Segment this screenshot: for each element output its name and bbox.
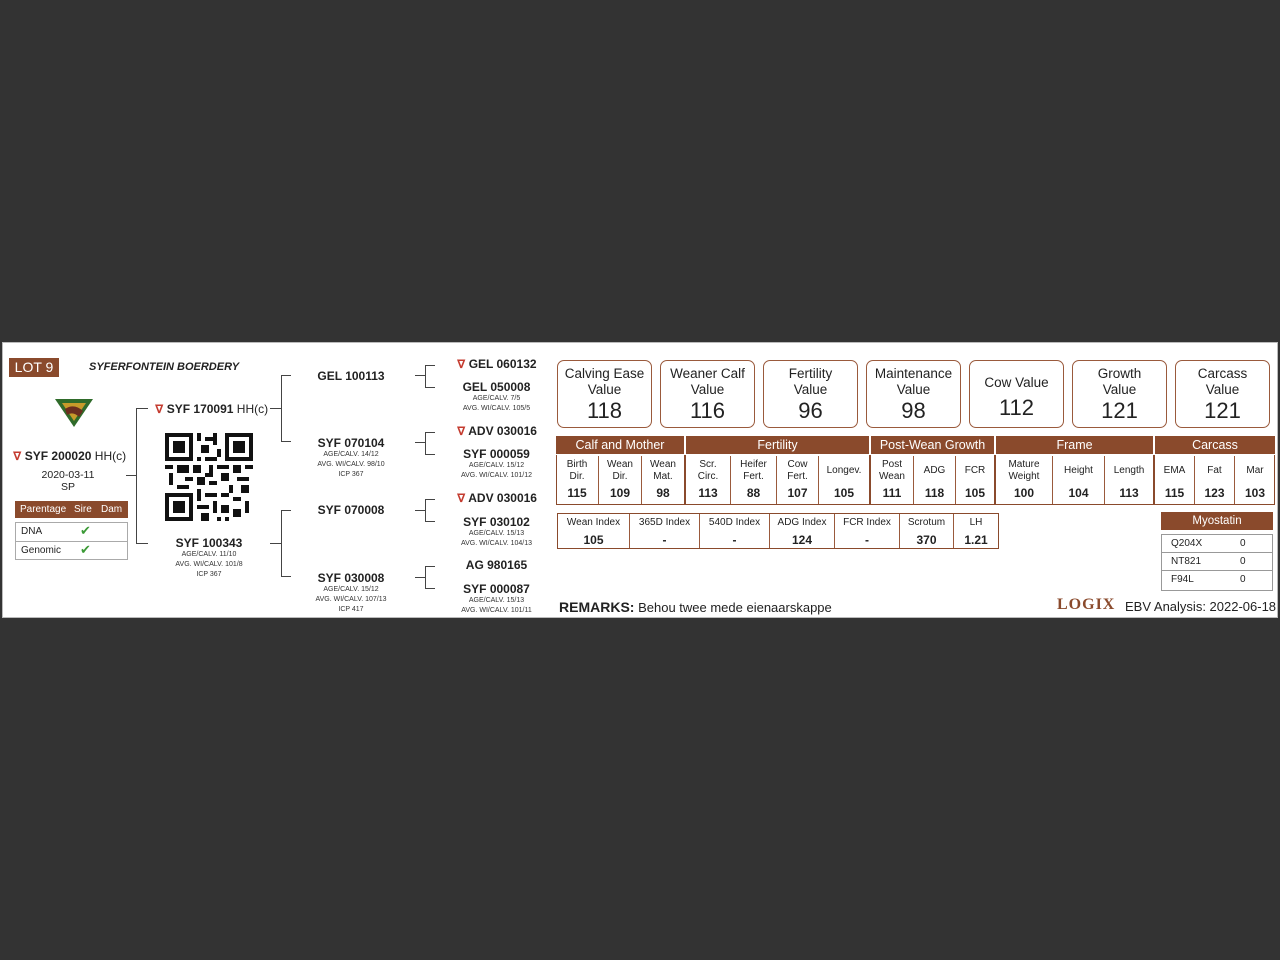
value-box-calving-ease bbox=[557, 360, 652, 428]
ssd-line1: AGE/CALV. 7/5 bbox=[472, 395, 521, 402]
ssd-line2: AVG. WI/CALV. 105/5 bbox=[462, 405, 531, 412]
sdd-id: SYF 000059 bbox=[463, 447, 530, 461]
value-box-number: 112 bbox=[998, 395, 1035, 420]
sss bbox=[457, 357, 537, 371]
ebv-col-length: Length 113 bbox=[1104, 456, 1153, 504]
ebv-group-carcass: Carcass bbox=[1155, 436, 1275, 454]
ebv-value: 111 bbox=[882, 486, 902, 500]
parentage-col-dam: Dam bbox=[101, 504, 123, 515]
parentage-table bbox=[15, 522, 128, 560]
sd-line2: AVG. WI/CALV. 98/10 bbox=[317, 461, 385, 468]
value-box-weaner-calf bbox=[660, 360, 755, 428]
sds-id: ADV 030016 bbox=[468, 424, 537, 438]
ebv-group-calf-mother: Calf and Mother bbox=[556, 436, 684, 454]
index-col: Scrotum 370 bbox=[899, 514, 953, 548]
lot-card bbox=[2, 342, 1278, 618]
value-box-growth bbox=[1072, 360, 1167, 428]
index-col: Wean Index 105 bbox=[558, 514, 629, 548]
value-box-label: Weaner Calf bbox=[670, 366, 745, 381]
ebv-group-frame: Frame bbox=[996, 436, 1153, 454]
value-box-label: Calving Ease bbox=[564, 366, 645, 381]
value-box-number: 121 bbox=[1204, 398, 1241, 423]
dam-line3: ICP 367 bbox=[196, 571, 222, 578]
ebv-value: 113 bbox=[698, 486, 718, 500]
ddd-line1: AGE/CALV. 15/13 bbox=[468, 597, 525, 604]
dss bbox=[457, 491, 537, 505]
index-col: FCR Index - bbox=[834, 514, 899, 548]
value-box-cow bbox=[969, 360, 1064, 428]
dsd-line1: AGE/CALV. 15/13 bbox=[468, 530, 525, 537]
index-value: - bbox=[732, 533, 737, 547]
ebv-col-ema: EMA 115 bbox=[1155, 456, 1194, 504]
animal-code: SP bbox=[60, 481, 75, 493]
ssd bbox=[449, 380, 544, 414]
ebv-col-cow-fert: Cow Fert. 107 bbox=[776, 456, 818, 504]
index-value: - bbox=[662, 533, 667, 547]
ebv-col-birth-dir: Birth Dir. 115 bbox=[556, 456, 598, 504]
index-value: - bbox=[865, 533, 869, 547]
animal-id: SYF 200020 bbox=[24, 449, 92, 463]
remarks-label: REMARKS: bbox=[559, 599, 635, 615]
myostatin-row: F94L 0 bbox=[1171, 574, 1246, 585]
index-col: 365D Index - bbox=[629, 514, 699, 548]
sss-id: GEL 060132 bbox=[468, 357, 537, 371]
value-box-fertility bbox=[763, 360, 858, 428]
dam-id: SYF 100343 bbox=[175, 536, 243, 550]
value-box-label: Cow Value bbox=[984, 375, 1049, 390]
dsd-id: SYF 030102 bbox=[463, 515, 530, 529]
dam-line2: AVG. WI/CALV. 101/8 bbox=[175, 561, 243, 568]
sdd-line1: AGE/CALV. 15/12 bbox=[468, 462, 525, 469]
breeder-name: SYFERFONTEIN BOERDERY bbox=[89, 361, 240, 373]
index-col: ADG Index 124 bbox=[769, 514, 834, 548]
herd-book-icon: ∇ bbox=[155, 402, 164, 416]
logix-logo: LOGIX bbox=[1057, 596, 1116, 613]
remarks-text: Behou twee mede eienaarskappe bbox=[638, 600, 832, 615]
ebv-col-mar: Mar 103 bbox=[1234, 456, 1275, 504]
ebv-group-post-wean: Post-Wean Growth bbox=[871, 436, 994, 454]
animal-dob: 2020-03-11 bbox=[41, 469, 95, 481]
value-box-label: Value bbox=[690, 382, 725, 397]
herd-book-icon: ∇ bbox=[457, 491, 466, 505]
ebv-col-fcr: FCR 105 bbox=[955, 456, 994, 504]
ebv-value: 123 bbox=[1204, 486, 1225, 500]
myostatin-header: Myostatin bbox=[1161, 512, 1273, 530]
animal-heading bbox=[13, 449, 126, 463]
value-box-label: Value bbox=[587, 382, 622, 397]
dsd-line2: AVG. WI/CALV. 104/13 bbox=[460, 540, 533, 547]
value-box-carcass bbox=[1175, 360, 1270, 428]
index-col: 540D Index - bbox=[699, 514, 769, 548]
ebv-analysis-date: EBV Analysis: 2022-06-18 bbox=[1125, 599, 1277, 614]
ssd-id: GEL 050008 bbox=[462, 380, 531, 394]
index-value: 1.21 bbox=[964, 533, 988, 547]
ebv-col-scr-circ: Scr. Circ. 113 bbox=[686, 456, 730, 504]
animal-suffix: HH(c) bbox=[94, 449, 127, 463]
ebv-col-height: Height 104 bbox=[1052, 456, 1104, 504]
index-value: 124 bbox=[791, 533, 813, 547]
herd-book-icon: ∇ bbox=[457, 357, 466, 371]
ddd-id: SYF 000087 bbox=[463, 582, 530, 596]
ebv-value: 115 bbox=[567, 486, 587, 500]
farm-logo bbox=[53, 395, 95, 429]
parentage-col-sire: Sire bbox=[74, 504, 92, 515]
value-box-label: Carcass bbox=[1197, 366, 1248, 381]
dds-id: AG 980165 bbox=[465, 558, 528, 572]
sd-line1: AGE/CALV. 14/12 bbox=[323, 451, 379, 458]
check-icon: ✔ bbox=[80, 542, 91, 557]
herd-book-icon: ∇ bbox=[13, 449, 22, 463]
ebv-value: 115 bbox=[1164, 486, 1185, 500]
parentage-col-label: Parentage bbox=[20, 504, 67, 515]
ebv-value: 105 bbox=[964, 486, 986, 500]
value-box-maintenance bbox=[866, 360, 961, 428]
dd-line2: AVG. WI/CALV. 107/13 bbox=[315, 596, 387, 603]
ebv-value: 88 bbox=[746, 486, 761, 500]
value-box-number: 98 bbox=[901, 398, 926, 423]
sd bbox=[301, 436, 401, 480]
dam bbox=[163, 536, 255, 580]
ebv-col-wean-mat: Wean Mat. 98 bbox=[641, 456, 684, 504]
value-box-label: Maintenance bbox=[874, 366, 953, 381]
ds-id: SYF 070008 bbox=[317, 503, 385, 517]
lot-badge: LOT 9 bbox=[9, 358, 59, 377]
ebv-value: 105 bbox=[833, 486, 855, 500]
ebv-value: 98 bbox=[656, 486, 670, 500]
value-box-label: Value bbox=[896, 382, 931, 397]
value-box-number: 121 bbox=[1101, 398, 1138, 423]
remarks bbox=[559, 599, 832, 615]
ebv-value: 109 bbox=[609, 486, 631, 500]
parentage-row-label: Genomic bbox=[21, 545, 62, 556]
myostatin-row: NT821 0 bbox=[1162, 553, 1272, 571]
dss-id: ADV 030016 bbox=[468, 491, 537, 505]
dd bbox=[301, 571, 401, 615]
check-icon: ✔ bbox=[80, 523, 91, 538]
ebv-col-adg: ADG 118 bbox=[913, 456, 955, 504]
dsd bbox=[449, 515, 544, 549]
ebv-value: 104 bbox=[1068, 486, 1089, 500]
ebv-col-post-wean: Post Wean 111 bbox=[871, 456, 913, 504]
sdd-line2: AVG. WI/CALV. 101/12 bbox=[460, 472, 533, 479]
parentage-header bbox=[15, 501, 128, 518]
index-col: LH 1.21 bbox=[953, 514, 998, 548]
value-box-label: Value bbox=[793, 382, 828, 397]
dd-line3: ICP 417 bbox=[338, 606, 364, 613]
ebv-col-mature-weight: Mature Weight 100 bbox=[996, 456, 1052, 504]
ss-id: GEL 100113 bbox=[317, 369, 385, 383]
index-value: 105 bbox=[583, 533, 604, 547]
value-box-label: Value bbox=[1205, 382, 1240, 397]
ebv-group-fertility: Fertility bbox=[686, 436, 869, 454]
sire-id: SYF 170091 bbox=[166, 402, 234, 416]
qr-code bbox=[165, 433, 253, 521]
sds bbox=[457, 424, 537, 438]
value-box-label: Growth bbox=[1097, 366, 1142, 381]
ebv-col-wean-dir: Wean Dir. 109 bbox=[598, 456, 641, 504]
parentage-row-label: DNA bbox=[21, 526, 43, 537]
value-box-number: 116 bbox=[689, 398, 726, 423]
value-box-number: 96 bbox=[798, 398, 823, 423]
index-value: 370 bbox=[916, 533, 937, 547]
ebv-value: 113 bbox=[1119, 486, 1139, 500]
ebv-col-heifer-fert: Heifer Fert. 88 bbox=[730, 456, 776, 504]
sd-line3: ICP 367 bbox=[338, 471, 364, 478]
ebv-value: 100 bbox=[1013, 486, 1035, 500]
myostatin-row: Q204X 0 bbox=[1162, 535, 1272, 553]
ebv-col-fat: Fat 123 bbox=[1194, 456, 1234, 504]
sire bbox=[155, 402, 268, 416]
ddd-line2: AVG. WI/CALV. 101/11 bbox=[461, 607, 532, 614]
dd-id: SYF 030008 bbox=[317, 571, 385, 585]
ddd bbox=[449, 582, 544, 616]
value-box-label: Fertility bbox=[788, 366, 833, 381]
sdd bbox=[449, 447, 544, 481]
herd-book-icon: ∇ bbox=[457, 424, 466, 438]
ebv-value: 107 bbox=[787, 486, 808, 500]
ebv-value: 103 bbox=[1244, 486, 1266, 500]
value-box-label: Value bbox=[1102, 382, 1137, 397]
dd-line1: AGE/CALV. 15/12 bbox=[323, 586, 379, 593]
dam-line1: AGE/CALV. 11/10 bbox=[181, 551, 237, 558]
sd-id: SYF 070104 bbox=[317, 436, 385, 450]
value-box-number: 118 bbox=[586, 398, 623, 423]
ebv-value: 118 bbox=[924, 486, 945, 500]
myostatin-table bbox=[1161, 534, 1273, 591]
sire-suffix: HH(c) bbox=[236, 402, 269, 416]
ebv-col-longev: Longev. 105 bbox=[818, 456, 869, 504]
